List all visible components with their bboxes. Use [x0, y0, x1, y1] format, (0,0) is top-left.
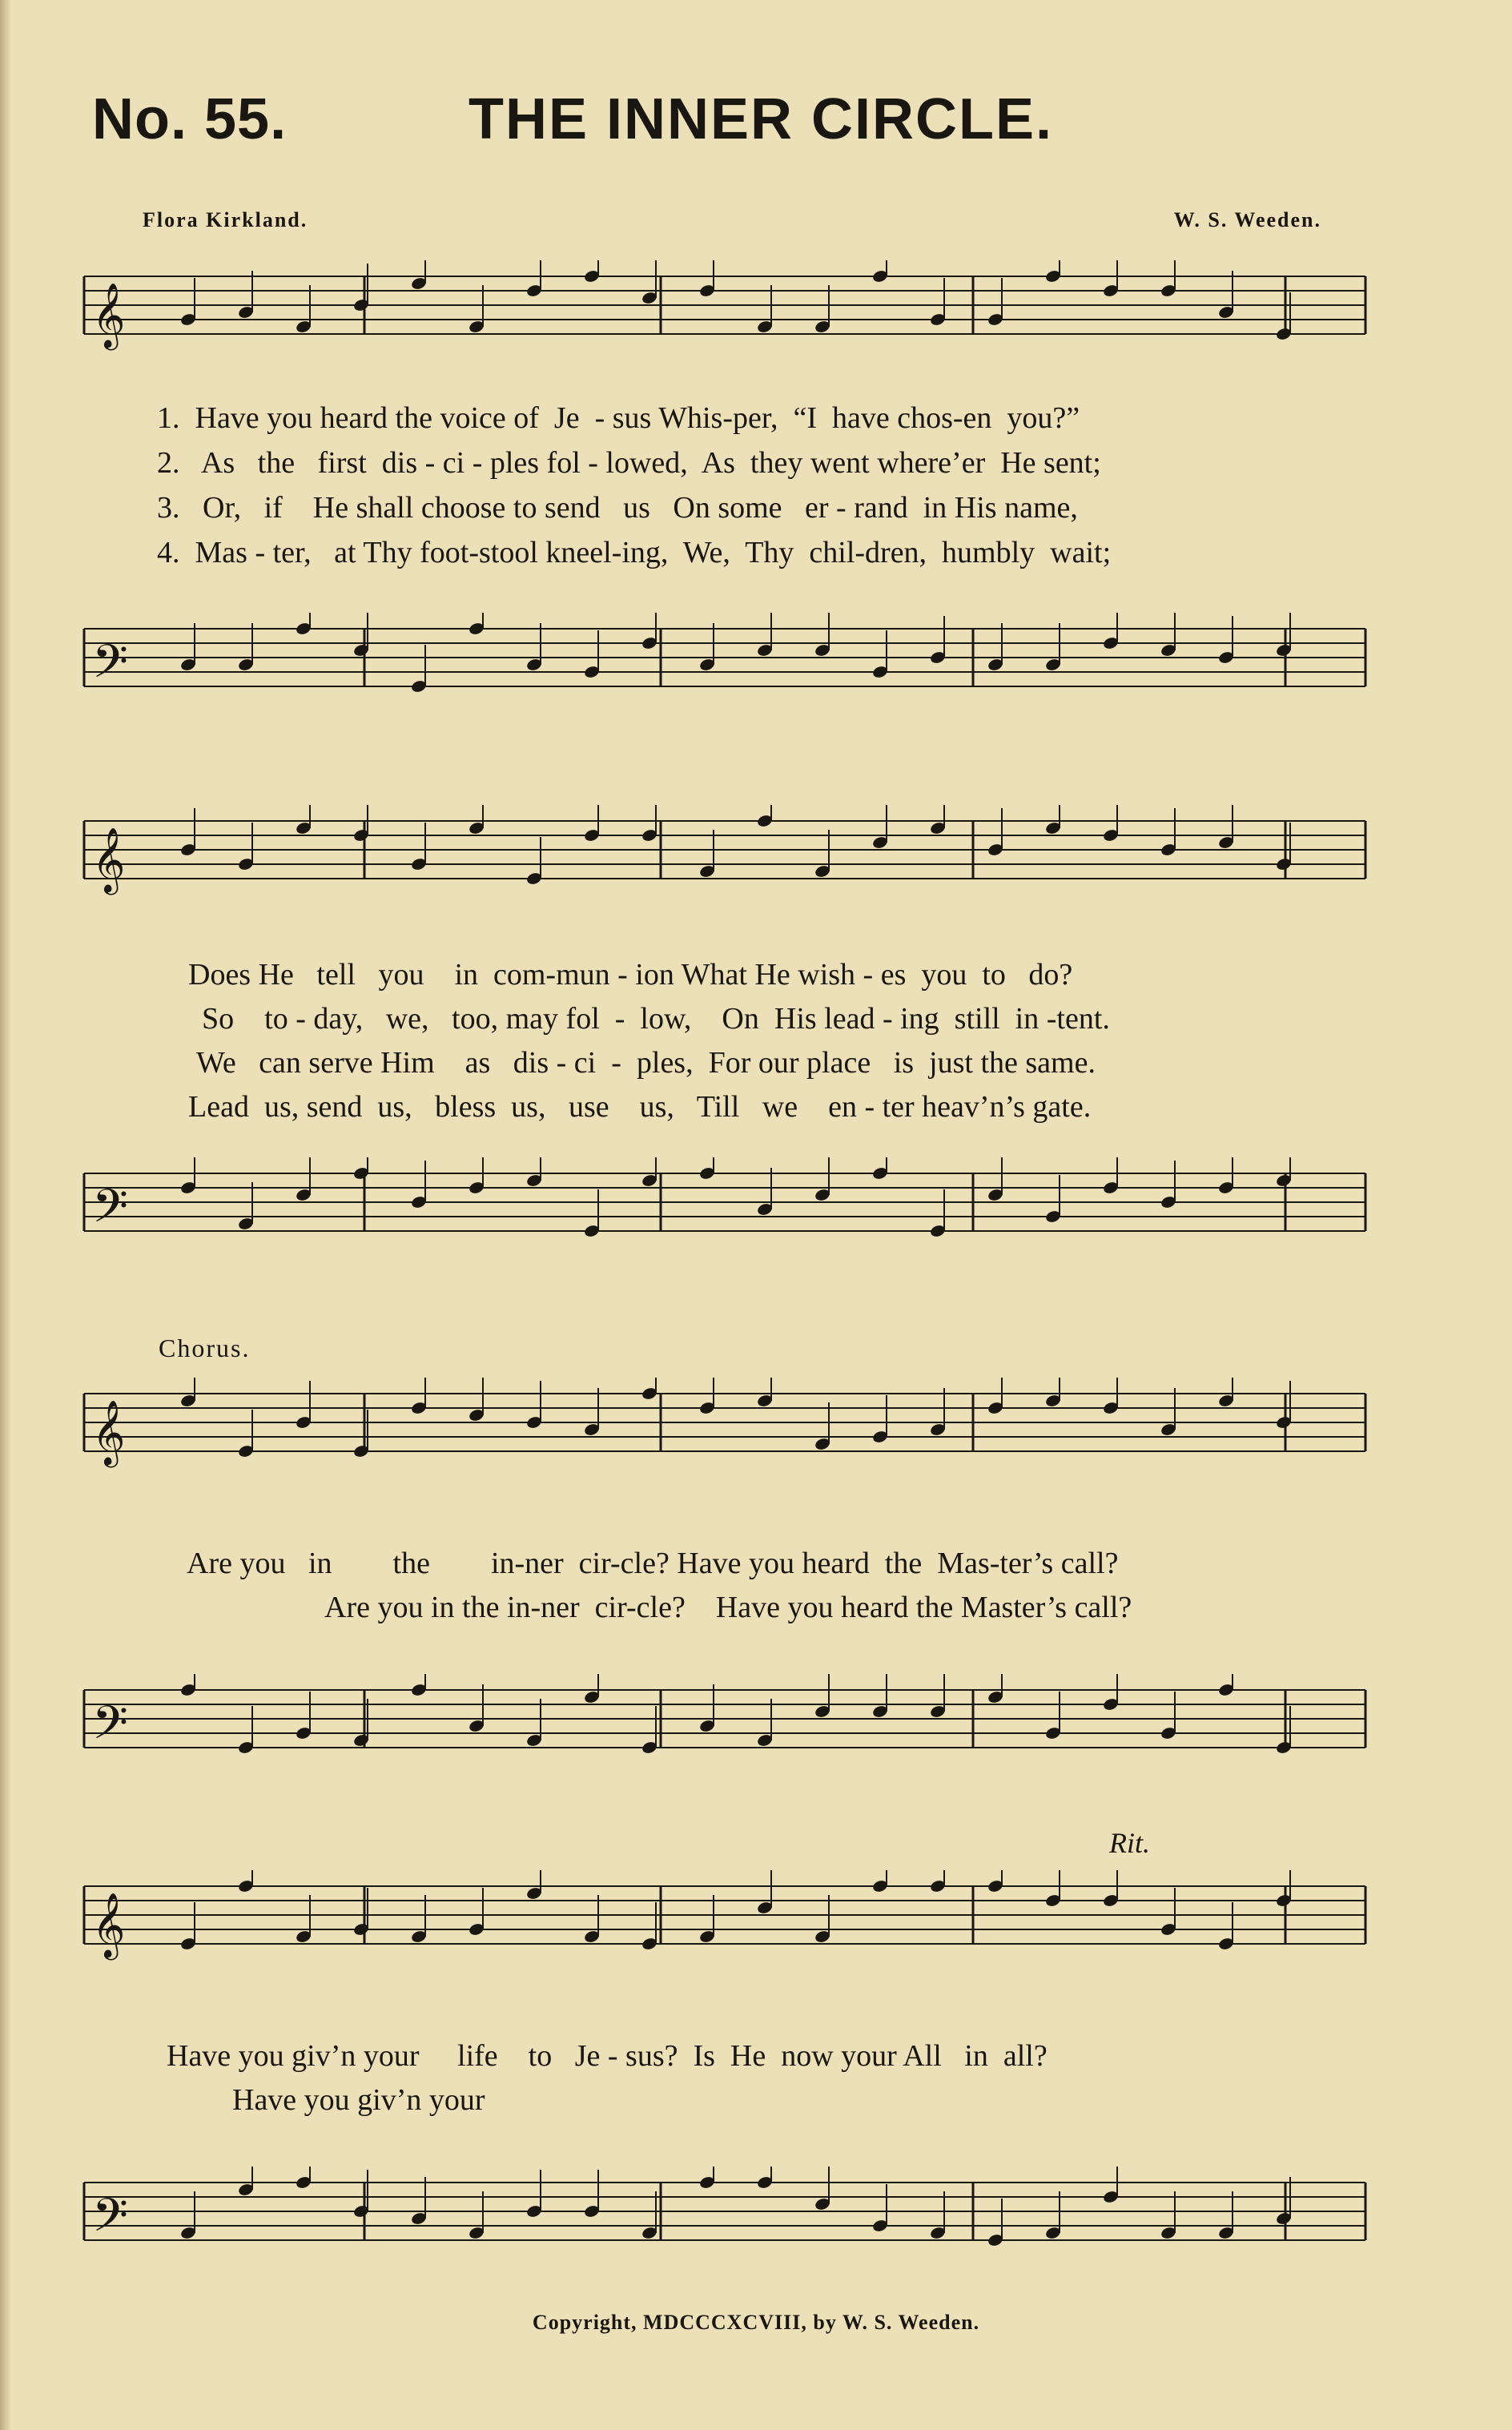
bass-staff-4 — [68, 2166, 1381, 2263]
verse-line: Does He tell you in com-mun - ion What He wish - es you to do? — [188, 958, 1073, 992]
verse-line: We can serve Him as dis - ci - ples, For our place is just the same. — [196, 1046, 1096, 1080]
chorus-label: Chorus. — [159, 1334, 251, 1362]
treble-clef-icon: 𝄞 — [92, 282, 126, 348]
bass-clef-icon: 𝄢 — [92, 1179, 129, 1245]
treble-staff-2 — [68, 805, 1381, 901]
copyright-notice: Copyright, MDCCCXCVIII, by W. S. Weeden. — [532, 2311, 980, 2334]
bass-staff-1 — [68, 613, 1381, 709]
treble-staff-4 — [68, 1870, 1381, 1966]
verse-line: 1. Have you heard the voice of Je - sus Whis-per, “I have chos-en you?” — [157, 401, 1080, 435]
hymn-number: No. 55. — [92, 87, 288, 151]
chorus-line: Have you giv’n your life to Je - sus? Is He now your All in all? — [167, 2039, 1048, 2073]
verse-line: 2. As the first dis - ci - ples fol - lowed, As they went where’er He sent; — [157, 446, 1101, 480]
treble-clef-icon: 𝄞 — [92, 827, 126, 892]
chorus-line: Are you in the in-ner cir-cle? Have you heard the Mas-ter’s call? — [187, 1547, 1119, 1580]
bass-clef-icon: 𝄢 — [92, 634, 129, 700]
treble-staff-1 — [68, 260, 1381, 356]
verse-line: 3. Or, if He shall choose to send us On some er - rand in His name, — [157, 491, 1078, 525]
treble-clef-icon: 𝄞 — [92, 1399, 126, 1465]
verse-line: So to - day, we, too, may fol - low, On His lead - ing still in -tent. — [202, 1002, 1110, 1036]
hymn-title: THE INNER CIRCLE. — [468, 87, 1054, 151]
verse-line: Lead us, send us, bless us, use us, Till we en - ter heav’n’s gate. — [188, 1090, 1092, 1124]
bass-staff-3 — [68, 1674, 1381, 1770]
treble-clef-icon: 𝄞 — [92, 1892, 126, 1957]
bass-staff-2 — [68, 1157, 1381, 1253]
page-edge-shadow — [0, 0, 11, 2430]
chorus-line: Have you giv’n your — [232, 2083, 485, 2117]
bass-clef-icon: 𝄢 — [92, 1696, 129, 1761]
composer-credit: W. S. Weeden. — [1173, 208, 1321, 231]
treble-staff-3 — [68, 1378, 1381, 1474]
verse-line: 4. Mas - ter, at Thy foot-stool kneel-ing, We, Thy chil-dren, humbly wait; — [157, 536, 1112, 569]
bass-clef-icon: 𝄢 — [92, 2188, 129, 2254]
chorus-line: Are you in the in-ner cir-cle? Have you heard the Master’s call? — [324, 1591, 1132, 1624]
author-credit: Flora Kirkland. — [143, 208, 308, 231]
ritardando-mark: Rit. — [1109, 1827, 1150, 1859]
